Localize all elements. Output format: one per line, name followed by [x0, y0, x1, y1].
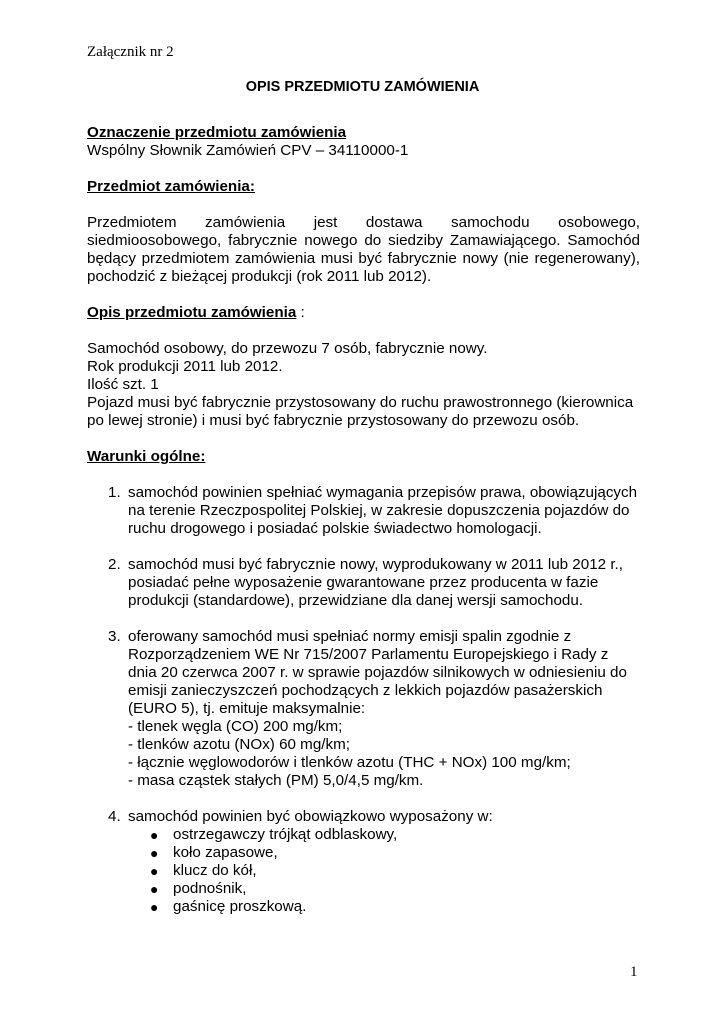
condition-number: 1. — [108, 484, 121, 501]
emission-limit: - łącznie węglowodorów i tlenków azotu (THC + NOx) 100 mg/km; — [128, 754, 571, 771]
bullet-icon: ● — [150, 881, 159, 897]
equipment-label: klucz do kół, — [173, 862, 257, 879]
condition-text: samochód powinien spełniać wymagania przepisów prawa, obowiązujących na terenie Rzeczpospolitej Polskiej, w zakresie dopuszczenia pojazdów do ruchu drogowego i posiadać polskie świadectwo homologacji. — [128, 484, 638, 537]
condition-text: samochód powinien być obowiązkowo wyposażony w: — [128, 808, 493, 825]
equipment-label: ostrzegawczy trójkąt odblaskowy, — [173, 826, 398, 843]
equipment-list — [128, 826, 640, 916]
subject-heading: Przedmiot zamówienia: — [87, 178, 255, 195]
bullet-icon: ● — [150, 827, 159, 843]
document-body — [87, 124, 640, 934]
condition-item — [87, 556, 640, 610]
condition-text: oferowany samochód musi spełniać normy emisji spalin zgodnie z Rozporządzeniem WE Nr 715/2007 Parlamentu Europejskiego i Rady z dnia 20 czerwca 2007 r. w sprawie pojazdów silnikowych w odniesieniu do emisji zanieczyszczeń pochodzących z lekkich pojazdów pasażerskich (EURO 5), tj. emituje maksymalnie: — [128, 628, 627, 717]
page-title: OPIS PRZEDMIOTU ZAMÓWIENIA — [245, 79, 480, 95]
description-heading: Opis przedmiotu zamówienia — [87, 304, 297, 321]
description-line: Rok produkcji 2011 lub 2012. — [87, 358, 283, 375]
equipment-item — [128, 862, 640, 880]
description-heading-row — [87, 304, 640, 322]
condition-item — [87, 484, 640, 538]
description-line: Samochód osobowy, do przewozu 7 osób, fabrycznie nowy. — [87, 340, 488, 357]
cpv-text: Wspólny Słownik Zamówień CPV – 34110000-1 — [87, 142, 409, 159]
bullet-icon: ● — [150, 899, 159, 915]
bullet-icon: ● — [150, 863, 159, 879]
attachment-label: Załącznik nr 2 — [87, 44, 174, 60]
description-line: Pojazd musi być fabrycznie przystosowany do ruchu prawostronnego (kierownica po lewej stronie) i musi być fabrycznie przystosowany do przewozu osób. — [87, 394, 634, 429]
condition-number: 2. — [108, 556, 121, 573]
page-number: 1 — [630, 964, 638, 980]
condition-text: samochód musi być fabrycznie nowy, wyprodukowany w 2011 lub 2012 r., posiadać pełne wyposażenie gwarantowane przez producenta w fazie produkcji (standardowe), przewidziane dla danej wersji samochodu. — [128, 556, 623, 609]
condition-number: 4. — [108, 808, 121, 825]
conditions-heading: Warunki ogólne: — [87, 448, 206, 465]
equipment-item — [128, 826, 640, 844]
subject-text: Przedmiotem zamówienia jest dostawa samochodu osobowego, siedmioosobowego, fabrycznie nowego do siedziby Zamawiającego. Samochód będący przedmiotem zamówienia musi być fabrycznie nowy (nie regenerowany), pochodzić z bieżącej produkcji (rok 2011 lub 2012). — [87, 214, 640, 285]
conditions-list — [87, 484, 640, 916]
description-line: Ilość szt. 1 — [87, 376, 159, 393]
condition-item — [87, 808, 640, 916]
description-heading-suffix: : — [296, 304, 305, 321]
equipment-label: gaśnicę proszkową. — [173, 898, 307, 915]
cpv-heading: Oznaczenie przedmiotu zamówienia — [87, 124, 347, 141]
equipment-label: podnośnik, — [173, 880, 247, 897]
bullet-icon: ● — [150, 845, 159, 861]
equipment-item — [128, 844, 640, 862]
emission-limit: - masa cząstek stałych (PM) 5,0/4,5 mg/km. — [128, 772, 424, 789]
equipment-item — [128, 880, 640, 898]
equipment-item — [128, 898, 640, 916]
equipment-label: koło zapasowe, — [173, 844, 278, 861]
condition-number: 3. — [108, 628, 121, 645]
emission-limit: - tlenków azotu (NOx) 60 mg/km; — [128, 736, 350, 753]
emission-limit: - tlenek węgla (CO) 200 mg/km; — [128, 718, 343, 735]
condition-item — [87, 628, 640, 790]
